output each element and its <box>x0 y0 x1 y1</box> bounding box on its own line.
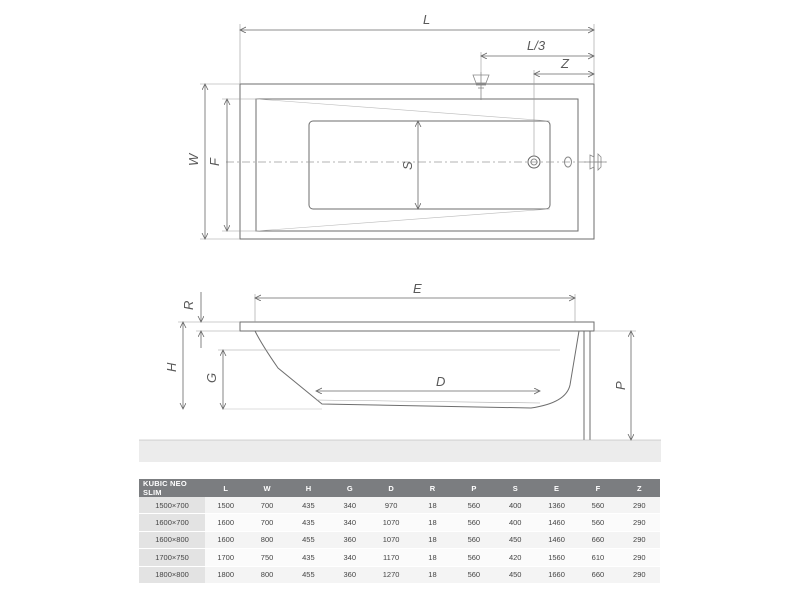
table-cell: 800 <box>246 566 287 583</box>
label-P: P <box>613 381 628 390</box>
model-size-cell: 1600×700 <box>139 514 205 531</box>
table-cell: 1600 <box>205 514 246 531</box>
table-cell: 18 <box>412 497 453 514</box>
label-G: G <box>204 372 219 383</box>
table-cell: 340 <box>329 497 370 514</box>
label-W: W <box>186 153 201 166</box>
table-header: D <box>370 479 411 497</box>
table-cell: 1660 <box>536 566 577 583</box>
model-size-cell: 1800×800 <box>139 566 205 583</box>
table-cell: 435 <box>288 497 329 514</box>
table-cell: 1800 <box>205 566 246 583</box>
table-cell: 420 <box>495 549 536 566</box>
label-Z: Z <box>561 56 569 71</box>
table-cell: 340 <box>329 549 370 566</box>
table-cell: 610 <box>577 549 618 566</box>
table-header: H <box>288 479 329 497</box>
tub-bottom <box>309 121 550 209</box>
table-cell: 290 <box>619 566 660 583</box>
table-cell: 560 <box>577 497 618 514</box>
tub-outer-rim <box>240 84 594 239</box>
table-cell: 435 <box>288 514 329 531</box>
model-size-cell: 1600×800 <box>139 531 205 548</box>
label-F: F <box>207 158 222 166</box>
table-cell: 560 <box>577 514 618 531</box>
table-row <box>139 531 660 548</box>
table-cell: 1600 <box>205 531 246 548</box>
table-row <box>139 497 660 514</box>
table-cell: 970 <box>370 497 411 514</box>
table-cell: 450 <box>495 531 536 548</box>
table-cell: 560 <box>453 566 494 583</box>
faucet-icon <box>473 72 489 100</box>
table-cell: 18 <box>412 531 453 548</box>
table-row <box>139 514 660 531</box>
table-header: P <box>453 479 494 497</box>
table-cell: 1070 <box>370 514 411 531</box>
table-cell: 1500 <box>205 497 246 514</box>
label-L3: L/3 <box>527 38 546 53</box>
tub-body-side <box>255 331 579 408</box>
table-cell: 455 <box>288 531 329 548</box>
table-cell: 18 <box>412 566 453 583</box>
table-cell: 560 <box>453 531 494 548</box>
table-header: S <box>495 479 536 497</box>
table-header: R <box>412 479 453 497</box>
table-cell: 700 <box>246 514 287 531</box>
table-cell: 1460 <box>536 514 577 531</box>
table-cell: 290 <box>619 497 660 514</box>
label-R: R <box>181 300 196 310</box>
table-header: W <box>246 479 287 497</box>
table-header: E <box>536 479 577 497</box>
table-cell: 290 <box>619 531 660 548</box>
table-body <box>139 497 660 583</box>
table-cell: 1170 <box>370 549 411 566</box>
table-cell: 435 <box>288 549 329 566</box>
side-view <box>222 322 594 440</box>
label-H: H <box>164 362 179 372</box>
table-cell: 800 <box>246 531 287 548</box>
table-row <box>139 566 660 583</box>
table-cell: 660 <box>577 531 618 548</box>
table-cell: 18 <box>412 514 453 531</box>
model-size-cell: 1500×700 <box>139 497 205 514</box>
table-cell: 660 <box>577 566 618 583</box>
table-header-row <box>139 479 660 497</box>
table-header: L <box>205 479 246 497</box>
table-cell: 1560 <box>536 549 577 566</box>
side-faucet-icon <box>584 154 606 170</box>
top-view <box>226 72 608 239</box>
table-cell: 1700 <box>205 549 246 566</box>
table-header: KUBIC NEO SLIM <box>139 479 205 497</box>
model-size-cell: 1700×750 <box>139 549 205 566</box>
side-dimensions <box>178 292 636 440</box>
table-cell: 400 <box>495 514 536 531</box>
table-header: G <box>329 479 370 497</box>
top-dimensions <box>200 24 594 239</box>
dimensions-table <box>139 479 660 584</box>
table-cell: 455 <box>288 566 329 583</box>
table-cell: 560 <box>453 549 494 566</box>
table-cell: 560 <box>453 497 494 514</box>
tub-inner-edge <box>256 99 578 231</box>
table-cell: 290 <box>619 549 660 566</box>
table-cell: 340 <box>329 514 370 531</box>
table-cell: 290 <box>619 514 660 531</box>
table-cell: 560 <box>453 514 494 531</box>
table-cell: 18 <box>412 549 453 566</box>
tub-rim-side <box>240 322 594 331</box>
table-cell: 1270 <box>370 566 411 583</box>
table-cell: 400 <box>495 497 536 514</box>
table-cell: 750 <box>246 549 287 566</box>
table-cell: 450 <box>495 566 536 583</box>
label-L: L <box>423 12 431 27</box>
table-header: F <box>577 479 618 497</box>
label-E: E <box>413 281 422 296</box>
table-cell: 1070 <box>370 531 411 548</box>
floor <box>139 440 661 462</box>
label-S: S <box>400 161 415 170</box>
table-row <box>139 549 660 566</box>
table-cell: 1360 <box>536 497 577 514</box>
table-cell: 360 <box>329 531 370 548</box>
table-cell: 360 <box>329 566 370 583</box>
table-cell: 700 <box>246 497 287 514</box>
label-D: D <box>436 374 446 389</box>
table-cell: 1460 <box>536 531 577 548</box>
table-header: Z <box>619 479 660 497</box>
